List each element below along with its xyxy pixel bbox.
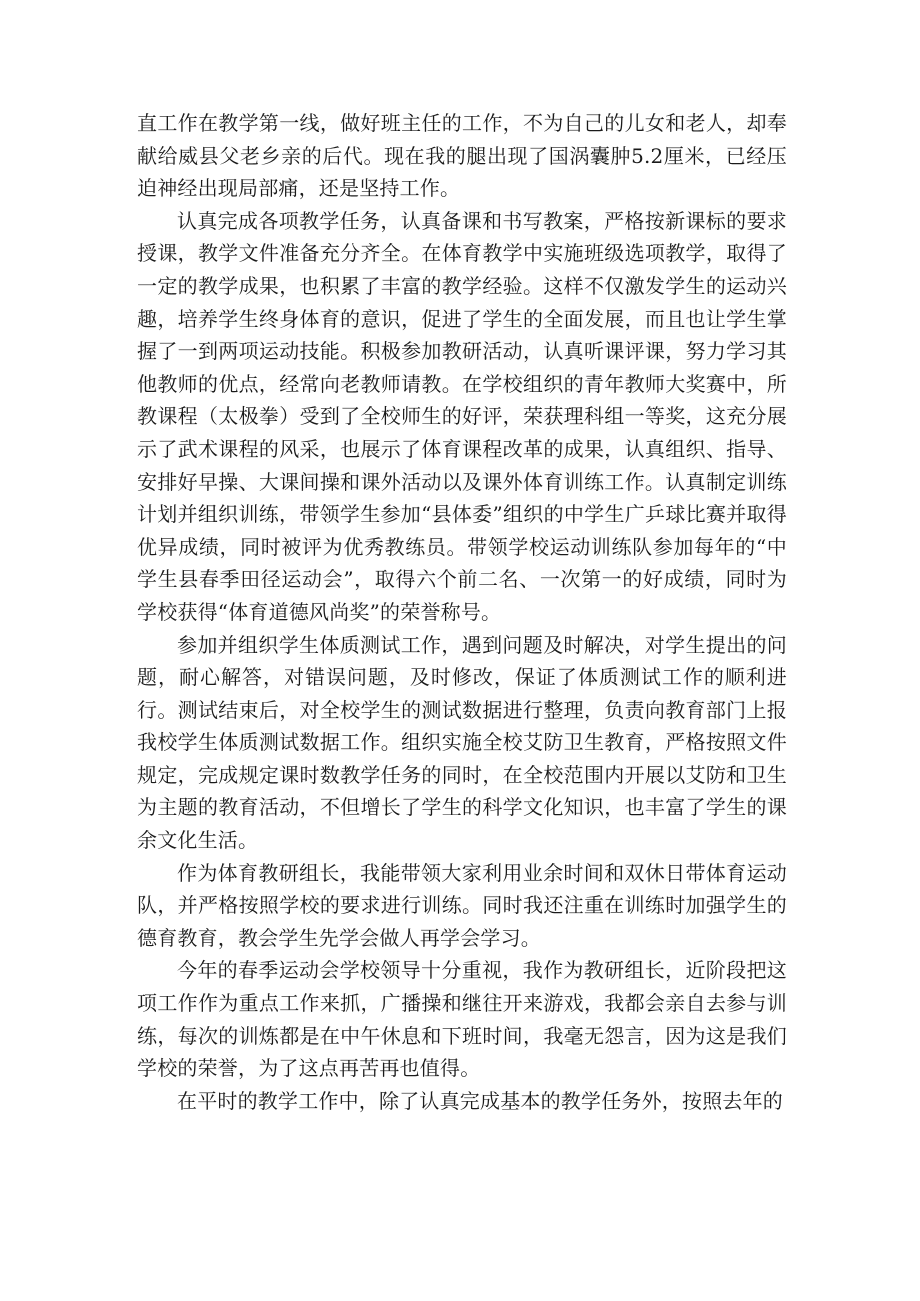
paragraph-continuation: 直工作在教学第一线，做好班主任的工作，不为自己的儿女和老人，却奉献给威县父老乡亲的后代。现在我的腿出现了国涡囊肿5.2厘米，已经压迫神经出现局部痛，还是坚持工作。	[137, 111, 787, 201]
paragraph-daily-teaching: 在平时的教学工作中，除了认真完成基本的教学任务外，按照去年的	[177, 1088, 783, 1113]
paragraph-spring-sports-meet: 今年的春季运动会学校领导十分重视，我作为教研组长，近阶段把这项工作作为重点工作来抓，广播操和继往开来游戏，我都会亲自去参与训练，每次的训炼都是在中午休息和下班时间，我毫无怨言，因为这是我们学校的荣誉，为了这点再苦再也值得。	[137, 958, 787, 1081]
document-body	[137, 107, 787, 1117]
paragraph-fitness-testing: 参加并组织学生体质测试工作，遇到问题及时解决，对学生提出的问题，耐心解答，对错误问题，及时修改，保证了体质测试工作的顺利进行。测试结束后，对全校学生的测试数据进行整理，负责向教育部门上报我校学生体质测试数据工作。组织实施全校艾防卫生教育，严格按照文件规定，完成规定课时数教学任务的同时，在全校范围内开展以艾防和卫生为主题的教育活动，不但增长了学生的科学文化知识，也丰富了学生的课余文化生活。	[137, 632, 787, 853]
paragraph-research-group-leader: 作为体育教研组长，我能带领大家利用业余时间和双休日带体育运动队，并严格按照学校的要求进行训练。同时我还注重在训练时加强学生的德育教育，教会学生先学会做人再学会学习。	[137, 860, 787, 950]
paragraph-teaching-tasks: 认真完成各项教学任务，认真备课和书写教案，严格按新课标的要求授课，教学文件准备充分齐全。在体育教学中实施班级选项教学，取得了一定的教学成果，也积累了丰富的教学经验。这样不仅激发学生的运动兴趣，培养学生终身体育的意识，促进了学生的全面发展，而且也让学生掌握了一到两项运动技能。积极参加教研活动，认真听课评课，努力学习其他教师的优点，经常向老教师请教。在学校组织的青年教师大奖赛中，所教课程（太极拳）受到了全校师生的好评，荣获理科组一等奖，这充分展示了武术课程的风采，也展示了体育课程改革的成果，认真组织、指导、安排好早操、大课间操和课外活动以及课外体育训练工作。认真制定训练计划并组织训练，带领学生参加“县体委”组织的中学生广乒球比赛并取得优异成绩，同时被评为优秀教练员。带领学校运动训练队参加每年的“中学生县春季田径运动会”，取得六个前二名、一次第一的好成绩，同时为学校获得“体育道德风尚奖”的荣誉称号。	[137, 208, 787, 624]
